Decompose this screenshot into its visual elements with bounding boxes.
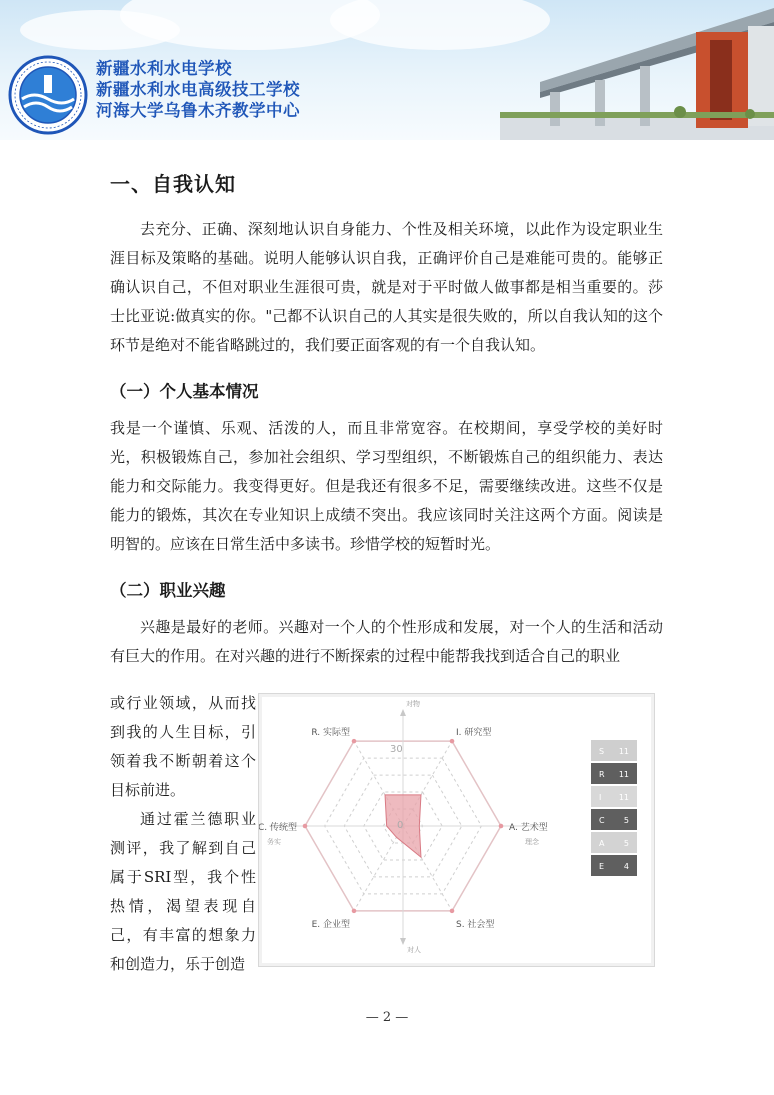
school-name-1: 新疆水利水电学校 — [96, 59, 232, 78]
school-name-2: 新疆水利水电高级技工学校 — [96, 80, 300, 99]
radar-vertex-dot-2 — [499, 824, 504, 829]
axis-label-right: 理念 — [525, 838, 539, 846]
legend-cell-r — [591, 763, 637, 784]
legend-code-c: C — [599, 816, 605, 825]
legend-cell-a — [591, 832, 637, 853]
axis-label-bottom: 对人 — [407, 946, 421, 954]
radar-chart-svg — [259, 694, 654, 966]
legend-code-s: S — [599, 747, 605, 756]
legend-value-e: 4 — [623, 862, 629, 871]
school-name-3: 河海大学乌鲁木齐教学中心 — [96, 101, 300, 120]
document-body — [110, 160, 663, 671]
paragraph-basic-info: 我是一个谨慎、乐观、活泼的人，而且非常宽容。在校期间，享受学校的美好时光，积极锻炼自己，参加社会组织、学习型组织，不断锻炼自己的组织能力、表达能力和交际能力。我变得更好。但是我还有很多不足，需要继续改进。这些不仅是能力的锻炼，其次在专业知识上成绩不突出。我应该同时关注这两个方面。阅读是明智的。应该在日常生活中多读书。珍惜学校的短暂时光。 — [110, 419, 663, 553]
legend-cell-e — [591, 855, 637, 876]
paragraph-interest-continued: 或行业领域，从而找到我的人生目标，引领着我不断朝着这个目标前进。 — [110, 694, 256, 799]
radar-category-label-2: A. 艺术型 — [509, 823, 548, 833]
legend-value-r: 11 — [618, 770, 629, 779]
radar-vertex-dot-1 — [450, 739, 455, 744]
radar-category-label-3: S. 社会型 — [456, 919, 495, 930]
paragraph-self-awareness: 去充分、正确、深刻地认识自身能力、个性及相关环境，以此作为设定职业生涯目标及策略的基础。说明人能够认识自我，正确评价自己是难能可贵的。能够正确认识自己，不但对职业生涯很可贵，就是对于平时做人做事都是相当重要的。莎士比亚说:做真实的你。"己都不认识自己的人其实是很失败的，所以自我认知的这个环节是绝对不能省略跳过的，我们要正面客观的有一个自我认知。 — [110, 220, 663, 354]
arrow-down-icon — [400, 938, 406, 945]
radar-vertex-dot-4 — [352, 909, 357, 914]
legend-value-i: 11 — [618, 793, 629, 802]
axis-label-left: 务实 — [267, 838, 281, 846]
legend-cell-s — [591, 740, 637, 761]
radar-category-label-6: R. 实际型 — [311, 728, 350, 739]
page-number: — 2 — — [365, 1010, 409, 1025]
radar-category-label-4: E. 企业型 — [311, 919, 350, 930]
legend-cell-c — [591, 809, 637, 830]
subsection-title-interest: （二）职业兴趣 — [110, 581, 226, 600]
legend-code-r: R — [599, 770, 605, 779]
radar-max-label: 30 — [390, 744, 403, 755]
legend-code-a: A — [599, 839, 605, 848]
legend-value-c: 5 — [623, 816, 629, 825]
section-title-self-awareness: 一、自我认知 — [110, 172, 236, 196]
radar-spoke-4 — [354, 826, 403, 911]
paragraph-interest: 兴趣是最好的老师。兴趣对一个人的个性形成和发展，对一个人的生活和活动有巨大的作用。在对兴趣的进行不断探索的过程中能帮我找到适合自己的职业 — [110, 618, 663, 665]
legend-code-e: E — [599, 862, 605, 871]
radar-vertex-dot-3 — [450, 909, 455, 914]
school-seal-icon — [8, 55, 88, 135]
subsection-title-basic-info: （一）个人基本情况 — [110, 382, 259, 401]
paragraph-holland-test: 通过霍兰德职业测评，我了解到自己属于SRI型，我个性热情，渴望表现自己，有丰富的想象力和创造力，乐于创造 — [110, 810, 256, 973]
radar-category-label-1: I. 研究型 — [456, 728, 492, 739]
legend-value-s: 11 — [618, 747, 629, 756]
legend-cell-i — [591, 786, 637, 807]
axis-label-top: 对物 — [406, 700, 420, 708]
legend-code-i: I — [599, 793, 602, 802]
radar-vertex-dot-6 — [352, 739, 357, 744]
radar-vertex-dot-5 — [303, 824, 308, 829]
legend-value-a: 5 — [623, 839, 629, 848]
holland-radar-chart — [258, 693, 655, 967]
campus-gate-icon — [500, 0, 774, 140]
wrap-text-column — [110, 689, 256, 979]
school-names — [96, 58, 300, 121]
radar-legend — [591, 740, 637, 876]
header-banner — [0, 0, 774, 140]
radar-category-label-5: C. 传统型 — [259, 823, 297, 833]
arrow-up-icon — [400, 709, 406, 716]
radar-min-label: 0 — [397, 820, 404, 831]
